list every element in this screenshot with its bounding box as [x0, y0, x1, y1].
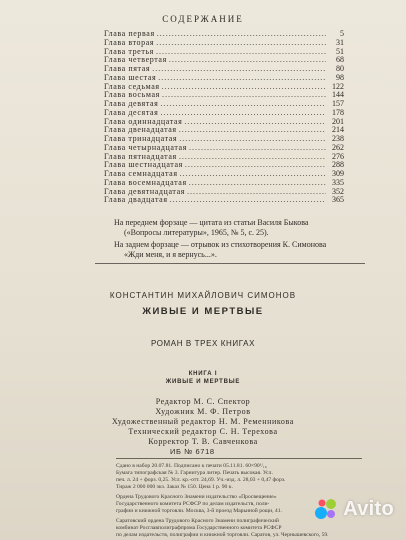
toc-chapter-label: Глава четвертая — [104, 56, 167, 65]
imprint-line: Сдано в набор 20.07.81. Подписано к печати 05.11.81. 60×90¹/₁₆ — [116, 463, 267, 469]
toc-entry — [104, 179, 344, 188]
toc-leader-dots — [180, 170, 326, 179]
toc-leader-dots — [187, 188, 326, 197]
toc-entry — [104, 135, 344, 144]
toc-chapter-label: Глава семнадцатая — [104, 170, 178, 178]
toc-leader-dots — [189, 144, 326, 153]
toc-chapter-label: Глава третья — [104, 47, 154, 56]
credit-line: Художник М. Ф. Петров — [155, 407, 251, 416]
toc-entry — [104, 39, 344, 48]
imprint-line: Государственного комитета РСФСР по делам издательств, поли- — [116, 501, 270, 507]
back-note-line2: «Жди меня, и я вернусь...». — [124, 250, 217, 259]
toc-leader-dots — [162, 83, 326, 92]
imprint-divider — [116, 458, 362, 459]
toc-page-number: 288 — [332, 161, 344, 170]
toc-leader-dots — [160, 100, 326, 109]
toc-entry — [104, 56, 344, 65]
credit-line: Технический редактор С. Н. Терехова — [128, 427, 278, 436]
toc-entry — [104, 196, 344, 205]
toc-page-number: 31 — [336, 38, 344, 47]
volume-number: КНИГА I — [188, 371, 218, 377]
toc-chapter-label: Глава девятая — [104, 100, 159, 108]
toc-page-number: 144 — [332, 91, 344, 100]
toc-entry — [104, 83, 344, 92]
toc-entry — [104, 170, 344, 179]
table-of-contents — [104, 30, 344, 205]
volume-title: ЖИВЫЕ И МЕРТВЫЕ — [165, 379, 241, 385]
section-divider — [95, 263, 365, 264]
toc-page-number: 98 — [336, 73, 344, 82]
ib-number: ИБ № 6718 — [170, 447, 215, 456]
toc-page-number: 335 — [332, 178, 344, 187]
toc-chapter-label: Глава тринадцатая — [104, 135, 178, 143]
toc-leader-dots — [158, 74, 326, 83]
toc-heading: СОДЕРЖАНИЕ — [162, 14, 244, 24]
toc-leader-dots — [179, 153, 326, 162]
toc-page-number: 214 — [332, 126, 344, 135]
toc-chapter-label: Глава первая — [104, 30, 155, 38]
toc-page-number: 157 — [332, 100, 344, 108]
back-note-line1: На заднем форзаце — отрывок из стихотворения К. Симонова — [114, 240, 327, 249]
toc-leader-dots — [162, 91, 326, 100]
imprint-line: Ордена Трудового Красного Знамени издательство «Просвещение» — [116, 494, 277, 500]
toc-chapter-label: Глава двенадцатая — [104, 126, 177, 135]
credit-line: Корректор Т. В. Савченкова — [148, 437, 258, 446]
toc-page-number: 122 — [332, 82, 344, 91]
toc-entry — [104, 91, 344, 100]
book-subtitle: РОМАН В ТРЕХ КНИГАХ — [150, 339, 256, 348]
toc-leader-dots — [160, 109, 326, 118]
toc-leader-dots — [184, 118, 326, 127]
toc-page-number: 365 — [332, 196, 344, 205]
toc-chapter-label: Глава десятая — [104, 108, 159, 117]
toc-page-number: 178 — [332, 108, 344, 117]
toc-entry — [104, 74, 344, 83]
toc-leader-dots — [189, 179, 326, 188]
toc-page-number: 68 — [336, 56, 344, 65]
toc-leader-dots — [156, 48, 326, 57]
imprint-line: печ. л. 24 + форз. 0,25. Усл. кр.-отт. 24,69. Уч.-изд. л. 28,03 + 0,47 форз. — [116, 477, 286, 483]
toc-chapter-label: Глава пятая — [104, 65, 151, 73]
toc-chapter-label: Глава пятнадцатая — [104, 152, 177, 161]
toc-entry — [104, 30, 344, 39]
toc-page-number: 309 — [332, 170, 344, 178]
imprint-line: графии и книжной торговли. Москва, 3-й проезд Марьиной рощи, 41. — [116, 508, 282, 514]
toc-leader-dots — [179, 135, 326, 144]
toc-entry — [104, 100, 344, 109]
watermark-text: Avito — [343, 497, 394, 520]
toc-page-number: 262 — [332, 143, 344, 152]
imprint-line: Саратовский ордена Трудового Красного Знамени полиграфический — [116, 518, 279, 524]
toc-entry — [104, 109, 344, 118]
avito-logo-icon — [313, 496, 339, 522]
front-endpaper-note — [100, 218, 360, 238]
credit-line: Редактор М. С. Спектор — [155, 397, 251, 406]
toc-chapter-label: Глава шестнадцатая — [104, 161, 183, 170]
toc-leader-dots — [157, 30, 326, 39]
toc-chapter-label: Глава вторая — [104, 38, 155, 47]
toc-leader-dots — [179, 126, 326, 135]
toc-entry — [104, 126, 344, 135]
imprint-line: по делам издательств, полиграфии и книжной торговли. Саратов, ул. Чернышевского, 59. — [116, 532, 329, 538]
front-note-line1: На переднем форзаце — цитата из статьи Василя Быкова — [114, 218, 309, 227]
toc-page-number: 51 — [336, 47, 344, 56]
toc-entry — [104, 144, 344, 153]
front-note-line2: («Вопросы литературы», 1965, № 5, с. 25). — [124, 228, 269, 237]
toc-entry — [104, 48, 344, 57]
imprint-line: комбинат Росглавполиграфпрома Государственного комитета РСФСР — [116, 525, 282, 531]
toc-leader-dots — [152, 65, 326, 74]
toc-entry — [104, 188, 344, 197]
toc-entry — [104, 118, 344, 127]
toc-chapter-label: Глава четырнадцатая — [104, 143, 187, 152]
toc-page-number: 276 — [332, 152, 344, 161]
toc-chapter-label: Глава одиннадцатая — [104, 117, 183, 126]
toc-leader-dots — [185, 161, 326, 170]
toc-page-number: 80 — [336, 65, 344, 73]
back-endpaper-note — [100, 240, 360, 260]
credit-line: Художественный редактор Н. М. Ременникова — [112, 417, 294, 426]
toc-leader-dots — [156, 39, 326, 48]
toc-page-number: 238 — [332, 135, 344, 143]
toc-leader-dots — [169, 56, 326, 65]
toc-chapter-label: Глава шестая — [104, 73, 157, 82]
imprint-line: Тираж 2 000 000 экз. Заказ № 150. Цена 1 р. 90 к. — [116, 484, 233, 490]
toc-chapter-label: Глава восьмая — [104, 91, 160, 100]
author-name: КОНСТАНТИН МИХАЙЛОВИЧ СИМОНОВ — [109, 291, 297, 300]
toc-leader-dots — [170, 196, 326, 205]
toc-page-number: 5 — [340, 30, 344, 38]
toc-page-number: 201 — [332, 117, 344, 126]
imprint-line: Бумага типографская № 3. Гарнитура литер. Печать высокая. Усл. — [116, 470, 273, 476]
toc-chapter-label: Глава двадцатая — [104, 196, 168, 205]
toc-page-number: 352 — [332, 187, 344, 196]
toc-chapter-label: Глава седьмая — [104, 82, 160, 91]
avito-watermark — [313, 496, 394, 522]
toc-entry — [104, 65, 344, 74]
toc-chapter-label: Глава восемнадцатая — [104, 178, 187, 187]
print-specs — [116, 463, 364, 491]
toc-entry — [104, 161, 344, 170]
toc-chapter-label: Глава девятнадцатая — [104, 187, 186, 196]
toc-entry — [104, 153, 344, 162]
book-title: ЖИВЫЕ И МЕРТВЫЕ — [142, 306, 264, 317]
credits — [0, 397, 406, 447]
